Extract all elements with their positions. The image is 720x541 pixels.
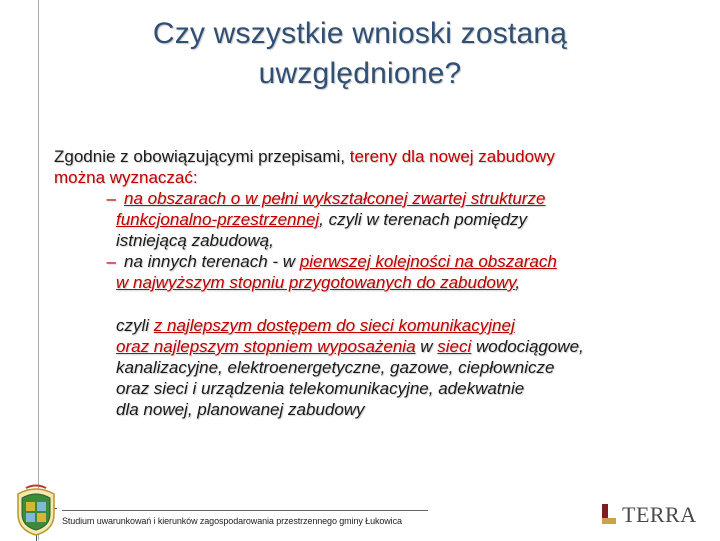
bullet-2-line2 (54, 272, 694, 293)
bullet-2-dash: – (106, 252, 116, 271)
p2-line2 (54, 336, 694, 357)
footer-text: Studium uwarunkowań i kierunków zagospodarowania przestrzennego gminy Łukowica (62, 516, 402, 526)
bullet-2-line2-comma: , (515, 273, 521, 292)
p2-line3: kanalizacyjne, elektroenergetyczne, gazowe, ciepłownicze (116, 358, 555, 377)
terra-logo-icon (600, 502, 620, 528)
p2-red: z najlepszym dostępem do sieci komunikacyjnej (153, 316, 515, 335)
p2-line2-red: oraz najlepszym stopniem wyposażenia (116, 337, 416, 356)
bullet-1-line3: istniejącą zabudową, (116, 231, 274, 250)
bullet-1-line2 (54, 209, 694, 230)
bullet-1-line2-rest: , czyli w terenach pomiędzy (319, 210, 528, 229)
intro-plain: Zgodnie z obowiązującymi przepisami, (54, 147, 350, 166)
terra-logo (600, 500, 712, 530)
left-vertical-rule (38, 0, 39, 540)
bullet-2 (54, 251, 694, 272)
p2-plain: czyli (116, 316, 154, 335)
bullet-1-line2-red: funkcjonalno-przestrzennej (116, 210, 320, 229)
bullet-1-text: na obszarach o w pełni wykształconej zwartej strukturze (124, 189, 546, 208)
slide-title-line1: Czy wszystkie wnioski zostaną (152, 17, 568, 50)
slide-title (60, 14, 660, 94)
terra-logo-text: TERRA (622, 502, 697, 527)
p2-line2-red2: sieci (437, 337, 472, 356)
p2-line2-mid: w (415, 337, 438, 356)
bullet-1-dash: – (106, 189, 116, 208)
municipality-crest-icon (12, 484, 60, 536)
bullet-1 (54, 188, 694, 209)
p2-line2-rest: wodociągowe, (471, 337, 584, 356)
p2-line5: dla nowej, planowanej zabudowy (116, 400, 365, 419)
footer-divider (62, 510, 428, 511)
bullet-2-plain: na innych terenach - w (124, 252, 300, 271)
bullet-2-text (124, 251, 557, 272)
paragraph-gap (54, 293, 694, 315)
p2-line4: oraz sieci i urządzenia telekomunikacyjne, adekwatnie (116, 379, 525, 398)
slide-title-line2: uwzględnione? (258, 57, 462, 90)
intro-red: tereny dla nowej zabudowy (349, 147, 555, 166)
bullet-2-line2-red: w najwyższym stopniu przygotowanych do zabudowy (116, 273, 516, 292)
intro-line1 (54, 146, 694, 167)
bullet-2-red: pierwszej kolejności na obszarach (299, 252, 557, 271)
p2-line1 (54, 315, 694, 336)
intro-line2: można wyznaczać: (54, 168, 198, 187)
slide-body (54, 146, 694, 420)
